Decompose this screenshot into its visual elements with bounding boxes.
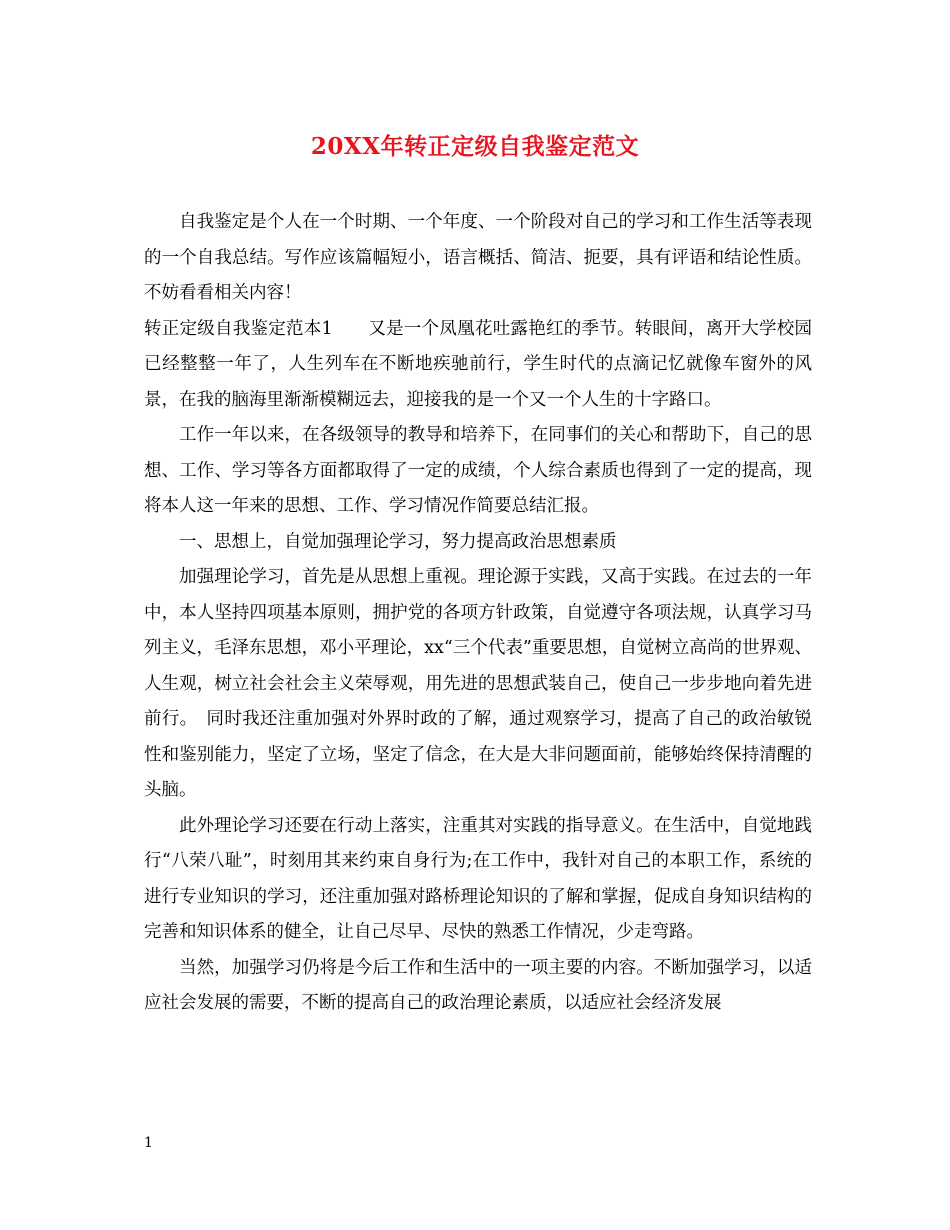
page-number: 1: [144, 1135, 153, 1151]
section-heading-ideology: 一、思想上，自觉加强理论学习，努力提高政治思想素质: [179, 531, 617, 552]
document-body: [144, 205, 812, 1022]
paragraph-sample-heading: 转正定级自我鉴定范本1 又是一个凤凰花吐露艳红的季节。转眼间，离开大学校园已经整整一年了，人生列车在不断地疾驰前行，学生时代的点滴记忆就像车窗外的风景，在我的脑海里渐渐模糊远去，迎接我的是一个又一个人生的十字路口。: [144, 318, 812, 410]
paragraph-continued-study: 当然，加强学习仍将是今后工作和生活中的一项主要的内容。不断加强学习，以适应社会发展的需要，不断的提高自己的政治理论素质，以适应社会经济发展: [144, 957, 812, 1013]
document-title: 20XX年转正定级自我鉴定范文: [310, 133, 640, 160]
paragraph-work-summary: 工作一年以来，在各级领导的教导和培养下，在同事们的关心和帮助下，自己的思想、工作、学习等各方面都取得了一定的成绩，个人综合素质也得到了一定的提高，现将本人这一年来的思想、工作、学习情况作简要总结汇报。: [144, 425, 812, 516]
paragraph-theory-study: 加强理论学习，首先是从思想上重视。理论源于实践，又高于实践。在过去的一年中，本人坚持四项基本原则，拥护党的各项方针政策，自觉遵守各项法规，认真学习马列主义，毛泽东思想，邓小平理论，xx“三个代表”重要思想，自觉树立高尚的世界观、人生观，树立社会社会主义荣辱观，用先进的思想武装自己，使自己一步步地向着先进前行。 同时我还注重加强对外界时政的了解，通过观察学习，提高了自己的政治敏锐性和鉴别能力，坚定了立场，坚定了信念，在大是大非问题面前，能够始终保持清醒的头脑。: [144, 567, 812, 800]
paragraph-intro: 自我鉴定是个人在一个时期、一个年度、一个阶段对自己的学习和工作生活等表现的一个自我总结。写作应该篇幅短小，语言概括、简洁、扼要，具有评语和结论性质。不妨看看相关内容！: [144, 212, 812, 303]
paragraph-practice: 此外理论学习还要在行动上落实，注重其对实践的指导意义。在生活中，自觉地践行“八荣八耻”，时刻用其来约束自身行为;在工作中，我针对自己的本职工作，系统的进行专业知识的学习，还注重加强对路桥理论知识的了解和掌握，促成自身知识结构的完善和知识体系的健全，让自己尽早、尽快的熟悉工作情况，少走弯路。: [144, 815, 812, 942]
